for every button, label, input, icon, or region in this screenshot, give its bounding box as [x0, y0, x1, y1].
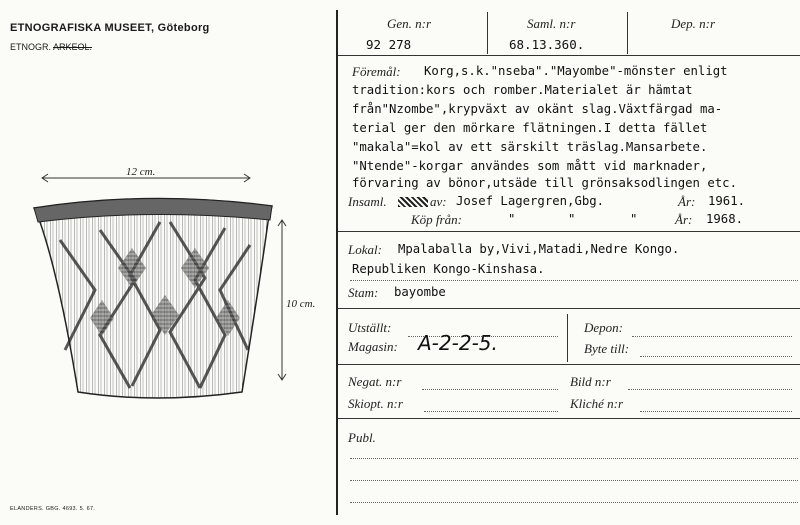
ditto-mark: "	[568, 212, 576, 226]
insaml-label: Insaml.	[348, 194, 387, 209]
skiopt-label: Skiopt. n:r	[348, 396, 403, 411]
bild-dotted-rule	[628, 389, 792, 391]
dep-label: Dep. n:r	[671, 16, 716, 31]
saml-label: Saml. n:r	[527, 16, 576, 31]
gen-value: 92 278	[366, 37, 412, 52]
dept-arkeol-struck: ARKEOL.	[53, 42, 93, 52]
lokal-line-1: Mpalaballa by,Vivi,Matadi,Nedre Kongo.	[398, 242, 680, 256]
kop-label: Köp från:	[411, 212, 462, 227]
description-line: Korg,s.k."nseba"."Mayombe"-mönster enligt	[424, 64, 728, 78]
insaml-year-label: År:	[678, 194, 696, 209]
stam-value: bayombe	[394, 285, 446, 299]
magasin-value: A-2-2-5.	[418, 331, 498, 355]
ditto-mark: "	[630, 212, 638, 226]
kop-year-label: År:	[675, 212, 693, 227]
department-label	[10, 42, 92, 52]
saml-value: 68.13.360.	[509, 37, 585, 52]
negat-dotted-rule	[422, 389, 558, 391]
description-line: tradition:kors och romber.Materialet är hämtat	[352, 83, 693, 97]
byte-label: Byte till:	[584, 341, 630, 356]
storage-separator	[567, 314, 568, 362]
stam-label: Stam:	[348, 285, 379, 300]
insaml-year: 1961.	[708, 194, 746, 208]
dept-etnogr: ETNOGR.	[10, 42, 52, 52]
depon-label: Depon:	[584, 320, 623, 335]
description-line: terial ger den mörkare flätningen.I detta fället	[352, 121, 708, 135]
kliche-dotted-rule	[640, 411, 792, 413]
magasin-label: Magasin:	[348, 339, 398, 354]
insaml-value: Josef Lagergren,Gbg.	[456, 194, 605, 208]
description-line: "Ntende"-korgar användes som mått vid marknader,	[352, 159, 708, 173]
top-separator-1	[487, 12, 488, 54]
width-dimension-label: 12 cm.	[126, 166, 156, 178]
printer-mark: ELANDERS. GBG. 4693. 5. 67.	[10, 506, 96, 512]
utstallt-label: Utställt:	[348, 320, 392, 335]
lokal-line-2: Republiken Kongo-Kinshasa.	[352, 262, 545, 276]
card-divider	[336, 10, 338, 515]
height-dimension-label: 10 cm.	[286, 298, 316, 310]
ditto-mark: "	[508, 212, 516, 226]
depon-dotted-rule	[632, 336, 792, 338]
basket-sketch	[20, 160, 330, 410]
publ-dotted-rule	[350, 458, 798, 460]
kliche-label: Kliché n:r	[570, 396, 624, 411]
stam-rule	[338, 308, 800, 309]
byte-dotted-rule	[640, 356, 792, 358]
insaml-av-label: av:	[430, 194, 447, 209]
kop-year: 1968.	[706, 212, 744, 226]
gen-label: Gen. n:r	[387, 16, 432, 31]
museum-name: ETNOGRAFISKA MUSEET, Göteborg	[10, 22, 210, 34]
publ-dotted-rule	[350, 480, 798, 482]
lokal-label: Lokal:	[348, 242, 382, 257]
struck-out-text	[398, 197, 428, 207]
description-line: från"Nzombe",krypväxt av okänt slag.Växtfärgad ma-	[352, 102, 723, 116]
top-separator-2	[627, 12, 628, 54]
photo-rule	[338, 418, 800, 419]
bild-label: Bild n:r	[570, 374, 611, 389]
skiopt-dotted-rule	[424, 411, 558, 413]
publ-label: Publ.	[348, 430, 376, 445]
publ-dotted-rule	[350, 502, 798, 504]
negat-label: Negat. n:r	[348, 374, 402, 389]
foremal-rule	[338, 231, 800, 232]
description-line: förvaring av bönor,utsäde till grönsaksodlingen etc.	[352, 176, 737, 190]
storage-rule	[338, 364, 800, 365]
top-row-rule	[338, 55, 800, 56]
foremal-label: Föremål:	[352, 64, 401, 79]
description-line: "makala"=kol av ett särskilt träslag.Mansarbete.	[352, 140, 708, 154]
lokal-dotted-rule	[350, 280, 798, 282]
